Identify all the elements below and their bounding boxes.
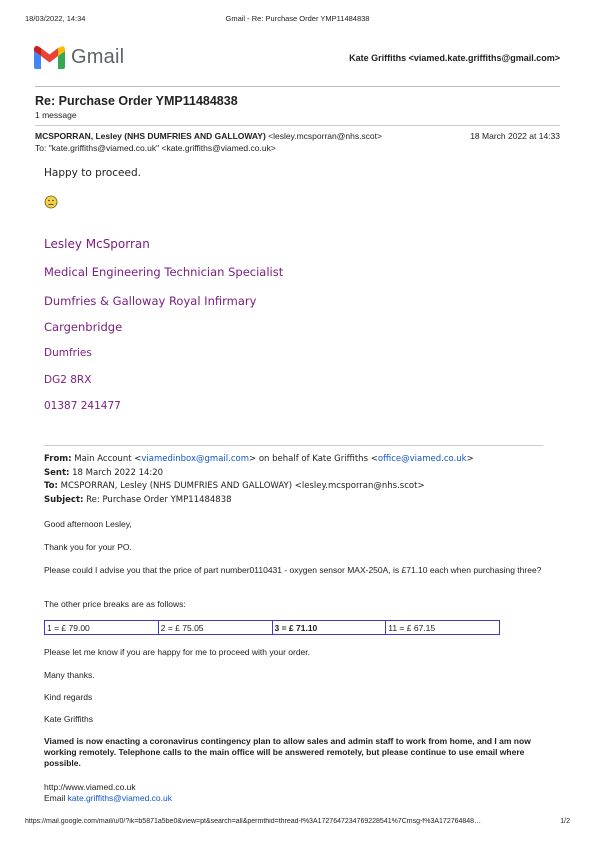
email-line xyxy=(44,793,172,804)
print-date: 18/03/2022, 14:34 xyxy=(25,14,86,23)
gmail-wordmark: Gmail xyxy=(71,45,125,68)
signature-address-line-1: Cargenbridge xyxy=(44,320,123,334)
website-link[interactable]: http://www.viamed.co.uk xyxy=(44,782,136,792)
quoted-from-label: From: xyxy=(44,454,72,464)
quoted-to-value: MCSPORRAN, Lesley (NHS DUMFRIES AND GALLOWAY) <lesley.mcsporran@nhs.scot> xyxy=(57,481,425,491)
price-break-cell: 11 = £ 67.15 xyxy=(388,623,436,633)
sender-name: MCSPORRAN, Lesley (NHS DUMFRIES AND GALLOWAY) xyxy=(35,131,266,141)
quoted-proceed: Please let me know if you are happy for me to proceed with your order. xyxy=(44,647,310,657)
quoted-sent-label: Sent: xyxy=(44,468,70,478)
gmail-logo xyxy=(34,44,130,70)
thread-subject: Re: Purchase Order YMP11484838 xyxy=(35,94,238,108)
quoted-regards: Kind regards xyxy=(44,692,93,702)
message-to: To: "kate.griffiths@viamed.co.uk" <kate.griffiths@viamed.co.uk> xyxy=(35,143,276,153)
quoted-sent-value: 18 March 2022 14:20 xyxy=(69,468,164,478)
quoted-to-label: To: xyxy=(44,481,58,491)
quoted-advise: Please could I advise you that the price of part number0110431 - oxygen sensor MAX-250A, is £71.10 each when purchasing three? xyxy=(44,565,542,575)
price-breaks-table xyxy=(44,620,500,635)
divider xyxy=(35,86,560,87)
message-count: 1 message xyxy=(35,110,77,120)
quoted-from-email2-link[interactable]: office@viamed.co.uk xyxy=(377,454,467,464)
quoted-sender: Kate Griffiths xyxy=(44,714,93,724)
print-header xyxy=(25,14,570,26)
quoted-from-email-link[interactable]: viamedinbox@gmail.com xyxy=(141,454,249,464)
message-body: Happy to proceed. xyxy=(44,167,141,179)
sender-email: <lesley.mcsporran@nhs.scot> xyxy=(268,131,382,141)
signature-title: Medical Engineering Technician Specialist xyxy=(44,265,284,279)
quote-divider xyxy=(44,445,543,446)
price-break-cell: 3 = £ 71.10 xyxy=(273,621,387,634)
price-break-cell: 2 = £ 75.05 xyxy=(159,621,273,634)
signature-postcode: DG2 8RX xyxy=(44,374,92,386)
quoted-breaks-intro: The other price breaks are as follows: xyxy=(44,599,186,609)
signature-org: Dumfries & Galloway Royal Infirmary xyxy=(44,294,257,308)
signature-phone: 01387 241477 xyxy=(44,400,121,412)
quoted-subject xyxy=(44,495,232,505)
divider xyxy=(35,125,560,126)
signature-name: Lesley McSporran xyxy=(44,237,150,251)
quoted-greeting: Good afternoon Lesley, xyxy=(44,519,132,529)
footer-page-number: 1/2 xyxy=(560,818,570,825)
footer-url: https://mail.google.com/mail/u/0/?ik=b5871a5be0&view=pt&search=all&permthid=thread-f%3A1727647234769228541%7Cmsg-f%3A172764848… xyxy=(25,818,482,825)
quoted-subject-label: Subject: xyxy=(44,495,84,505)
quoted-many-thanks: Many thanks. xyxy=(44,670,95,680)
slightly-sad-face-icon xyxy=(44,195,58,209)
price-break-cell: 1 = £ 79.00 xyxy=(45,621,159,634)
gmail-m-icon xyxy=(34,46,65,69)
account-name: Kate Griffiths <viamed.kate.griffiths@gmail.com> xyxy=(349,53,560,63)
quoted-from-mid: > on behalf of Kate Griffiths < xyxy=(249,454,378,464)
quoted-subject-value: Re: Purchase Order YMP11484838 xyxy=(83,495,232,505)
print-title: Gmail - Re: Purchase Order YMP11484838 xyxy=(225,14,370,23)
quoted-to xyxy=(44,481,425,491)
message-from xyxy=(35,131,382,141)
quoted-from xyxy=(44,454,474,464)
quoted-from-end: > xyxy=(466,454,474,464)
quoted-from-text: Main Account < xyxy=(71,454,142,464)
quoted-thanks: Thank you for your PO. xyxy=(44,542,132,552)
signature-address-line-2: Dumfries xyxy=(44,347,92,359)
quoted-sent xyxy=(44,468,163,478)
email-link[interactable]: kate.griffiths@viamed.co.uk xyxy=(67,793,173,803)
quoted-notice: Viamed is now enacting a coronavirus contingency plan to allow sales and admin staff to work from home, and I am now working remotely. Telephone calls to the main office will be answered remotely, but please continue to use email where possible. xyxy=(44,736,531,768)
message-date: 18 March 2022 at 14:33 xyxy=(470,131,560,141)
email-label: Email xyxy=(44,793,68,803)
